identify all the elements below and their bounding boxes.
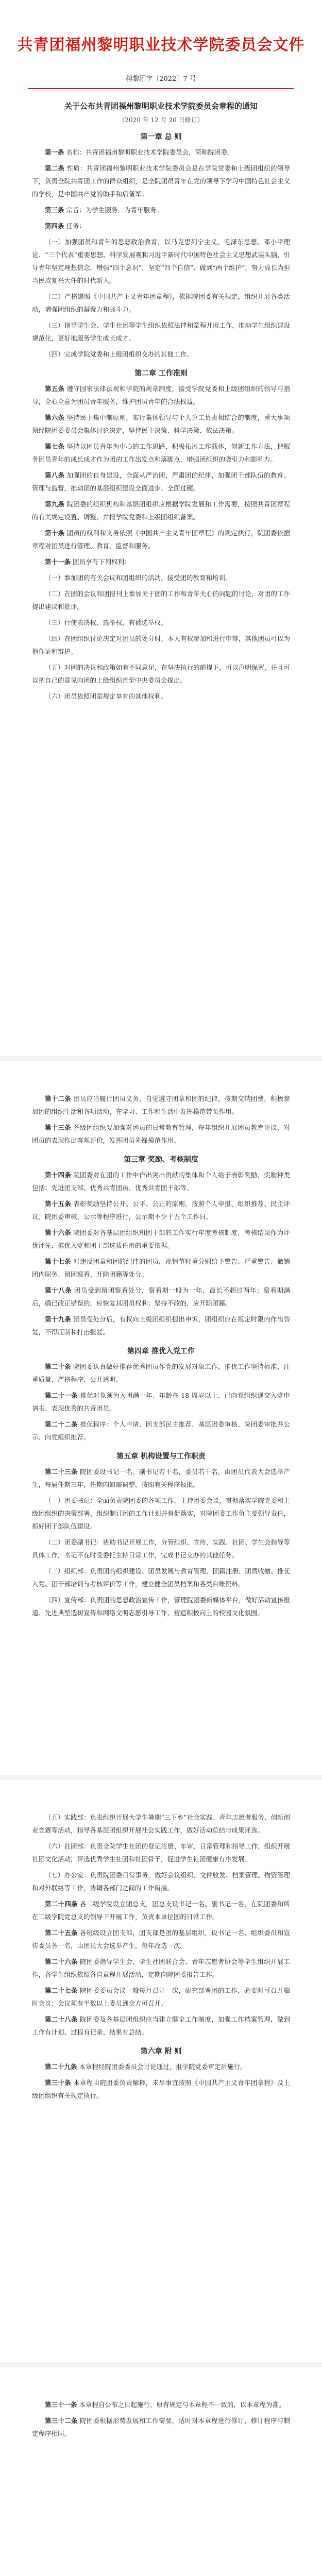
- article-text: 名称：共青团福州黎明职业技术学院委员会，简称院团委。: [64, 148, 234, 156]
- article-paragraph: [32, 632, 290, 658]
- article-number: 第二十七条: [45, 1987, 78, 1994]
- article-paragraph: [32, 1255, 290, 1281]
- article-text: 本章程由院团委负责解释，未尽事宜按照《中国共产主义青年团章程》及上级团组织有关规定执行。: [32, 2079, 290, 2099]
- article-paragraph: [32, 1494, 290, 1533]
- article-paragraph: [32, 1955, 290, 1981]
- chapter-heading: 第三章 奖励、考核制度: [124, 1156, 198, 1164]
- article-paragraph: [32, 440, 290, 466]
- article-paragraph: [32, 1811, 290, 1837]
- chapter-heading: 第五章 机构设置与工作职责: [116, 1452, 206, 1461]
- article-text: （二）在团的会议和团报刊上参加关于团的工作和青年关心的问题的讨论，对团的工作提出建议和批评。: [32, 589, 290, 611]
- document-page-4: [0, 2367, 322, 2576]
- article-paragraph: [32, 1284, 290, 1310]
- article-text: 院团委指导学生会、学生社团联合会、青年志愿者协会等学生组织开展工作，各学生组织依照各自章程开展活动，定期向院团委报告工作。: [32, 1958, 290, 1978]
- article-paragraph: [32, 1984, 290, 2010]
- article-number: 第五条: [45, 384, 65, 393]
- article-number: 第二十八条: [45, 2015, 78, 2023]
- article-paragraph: [32, 1840, 290, 1866]
- article-number: 第七条: [45, 442, 65, 450]
- article-paragraph: [32, 1465, 290, 1491]
- article-paragraph: [32, 1418, 290, 1444]
- article-paragraph: [32, 498, 290, 523]
- article-text: 团员应当履行团员义务，自觉遵守团章和团的纪律，按期交纳团费，积极参加团的组织生活和各项活动，在学习、工作和生活中发挥模范带头作用。: [32, 1095, 290, 1115]
- article-number: 第十四条: [45, 1171, 72, 1179]
- article-text: （一）团委书记：全面负责院团委的各项工作，主持团委会议，贯彻落实学院党委和上级团组织的决策部署，组织制订团的工作计划并督促落实，对院团委工作负主要领导责任，抓好团干部队伍建设。: [32, 1497, 290, 1530]
- article-paragraph: [32, 571, 290, 584]
- article-text: （三）行使表决权、选举权，有被选举权。: [45, 618, 167, 626]
- article-paragraph: [32, 527, 290, 552]
- article-paragraph: [32, 235, 290, 287]
- article-text: 坚持民主集中制原则，实行集体领导与个人分工负责相结合的制度，重大事项须经院团委委员会集体讨论决定，坚持民主决策、科学决策、依法决策。: [32, 413, 290, 434]
- chapter-heading: 第一章 总 则: [140, 132, 182, 141]
- article-text: 各级团组织要加强对团员的日常教育管理，每年组织开展团员教育评议，对团员的表现作出客观评价，发挥团员先锋模范作用。: [32, 1124, 290, 1144]
- article-number: 第二十条: [45, 1363, 72, 1370]
- article-text: （一）加强团员和青年的思想政治教育，以马克思列宁主义、毛泽东思想、邓小平理论、“三个代表”重要思想、科学发展观和习近平新时代中国特色社会主义思想武装头脑，引导青年坚定理想信念，增强“四个意识”、坚定“四个自信”、做到“两个维护”，努力成长为担当民族复兴大任的时代新人。: [32, 238, 290, 284]
- article-paragraph: [32, 1565, 290, 1590]
- article-text: （三）组织部：负责团的组织建设、团员发展与教育管理、团籍注册、团费收缴、推优入党、团干部培训与考核评价等工作，建立健全团员档案和各类台账资料。: [32, 1567, 290, 1588]
- article-number: 第二十三条: [45, 1468, 78, 1476]
- article-number: 第六条: [45, 413, 65, 421]
- article-text: 本章程自公布之日起施行，原有规定与本章程不一致的，以本章程为准。: [77, 2401, 285, 2409]
- article-text: （四）在团组织讨论决定对团员的处分时，本人有权参加和进行申辩，其他团员可以为他作证和辩护。: [32, 634, 290, 655]
- article-number: 第四条: [45, 222, 64, 230]
- article-paragraph: [32, 1313, 290, 1338]
- article-text: （五）对团的决议和政策如有不同意见，在坚决执行的前提下，可以声明保留，并且可以把自己的意见向团的上级组织直至中央委员会提出。: [32, 663, 290, 684]
- article-text: 加强团的自身建设，全面从严治团，严肃团的纪律，加强团干部队伍的教育、管理与监督，推动团的基层组织建设全面进步、全面过硬。: [32, 471, 290, 492]
- revision-date: （2020 年 12 月 20 日修订）: [118, 116, 204, 124]
- article-text: 院团委设书记一名、副书记若干名，委员若干名，由团员代表大会选举产生，每届任期三年，任期内如需调整，按照有关程序报批。: [32, 1468, 290, 1488]
- article-text: 推优对象须为入团满一年、年龄在 18 周岁以上、已向党组织递交入党申请书、表现优秀的共青团员。: [32, 1392, 290, 1412]
- article-number: 第十七条: [45, 1258, 72, 1265]
- article-text: 院团委委员会议一般每月召开一次，研究部署团的工作，必要时可召开临时会议；会议须有半数以上委员到会方可召开。: [32, 1987, 290, 2007]
- article-text: 推优程序：个人申请、团支部民主推荐、基层团委审核、院团委审批并公示、向党组织推荐。: [32, 1420, 290, 1441]
- article-text: 团员享有下列权利：: [71, 557, 131, 566]
- document-body: [0, 1780, 322, 2102]
- article-paragraph: [32, 290, 290, 316]
- article-paragraph: [32, 1092, 290, 1118]
- article-number: 第三条: [45, 206, 64, 214]
- article-paragraph: [32, 411, 290, 437]
- article-number: 第三十条: [45, 2079, 72, 2087]
- chapter-heading: 第六章 附 则: [140, 2047, 182, 2056]
- article-number: 第十八条: [45, 1286, 72, 1294]
- article-text: （六）团员依照团章规定享有的其他权利。: [45, 692, 167, 700]
- article-number: 第十条: [45, 529, 65, 537]
- article-text: 院团委认真做好推荐优秀团员作党的发展对象工作，推优工作坚持标准、注重质量、严格程序、公开透明。: [32, 1363, 290, 1383]
- article-number: 第三十二条: [45, 2417, 78, 2425]
- document-page-1: [0, 0, 322, 1056]
- article-number: 第十三条: [45, 1124, 72, 1131]
- article-paragraph: [32, 1197, 290, 1223]
- article-paragraph: [32, 661, 290, 687]
- article-number: 第三十一条: [45, 2401, 77, 2409]
- article-paragraph: [32, 1389, 290, 1415]
- document-body: [0, 2367, 322, 2440]
- article-text: 任务：: [64, 222, 86, 230]
- article-text: （四）完成学院党委和上级团组织交办的其他工作。: [45, 350, 193, 358]
- article-paragraph: [32, 1121, 290, 1147]
- article-text: （五）实践部：负责组织开展大学生暑期“三下乡”社会实践、青年志愿者服务、创新创业竞赛等活动，指导各基层团组织开展社会实践工作，做好活动总结与成果评选。: [32, 1814, 290, 1834]
- chapter-heading: 第二章 工作准则: [134, 369, 188, 378]
- article-paragraph: [32, 348, 290, 361]
- article-number: 第二十六条: [45, 1958, 78, 1965]
- article-text: 院团委根据形势发展和工作需要，适时对本章程进行修订，修订程序与制定程序相同。: [32, 2417, 290, 2437]
- article-paragraph: [32, 2076, 290, 2102]
- article-text: 团员的权利和义务依照《中国共产主义青年团章程》的规定执行，院团委依据章程对团员进行管理、教育、监督和服务。: [32, 529, 290, 550]
- article-paragraph: [32, 1897, 290, 1923]
- article-text: （四）宣传部：负责团的思想政治宣传工作，管理院团委新媒体平台，做好活动宣传报道、先进典型选树宣传和网络文明志愿引导工作，营造积极向上的校园文化氛围。: [32, 1596, 290, 1617]
- masthead: 共青团福州黎明职业技术学院委员会文件: [17, 36, 305, 54]
- article-text: 院团委的组织机构和基层团组织应根据学院发展和工作需要，按照共青团章程的有关规定设置、调整，并报学院党委和上级团组织备案。: [32, 500, 290, 521]
- article-text: （六）社团部：负责全院学生社团的登记注册、年审、日常管理和指导工作，组织开展社团文化活动，评选优秀学生社团和社团骨干，促进学生社团健康有序发展。: [32, 1842, 290, 1863]
- article-paragraph: [32, 204, 290, 216]
- article-number: 第九条: [45, 500, 65, 508]
- document-page-2: [0, 1061, 322, 1775]
- article-text: 院团委及各基层团组织应当建立健全工作制度，加强工作档案管理，做到工作有计划、过程有记录、结果有总结。: [32, 2015, 290, 2036]
- article-paragraph: [32, 1536, 290, 1562]
- article-text: 宗旨：为学生服务，为青年服务。: [64, 206, 163, 214]
- article-text: 本章程经院团委委员会讨论通过，报学院党委审定后施行。: [77, 2063, 247, 2071]
- article-number: 第八条: [45, 471, 65, 479]
- article-text: （七）办公室：负责院团委日常事务，做好会议组织、文件收发、档案管理、物资管理和对外联络等工作，协调各部门之间的工作衔接。: [32, 1871, 290, 1892]
- article-number: 第一条: [45, 148, 64, 156]
- page-title: 关于公布共青团福州黎明职业技术学院委员会章程的通知: [64, 101, 258, 111]
- article-paragraph: [32, 382, 290, 408]
- document-body: [0, 1061, 322, 1619]
- article-text: 性质：共青团福州黎明职业技术学院委员会是在学院党委和上级团组织的领导下，负责全院共青团工作的群众组织，是全院团员青年在党的领导下学习中国特色社会主义的学校，是中国共产党的助手和后备军。: [32, 164, 290, 198]
- article-number: 第二十九条: [45, 2063, 77, 2071]
- article-paragraph: [32, 555, 290, 568]
- article-number: 第十二条: [45, 1095, 72, 1103]
- article-text: 坚持以团员青年为中心的工作思路，积极拓展工作载体，创新工作方法，把服务团员青年的成长成才作为团的工作出发点和落脚点，增强团组织的吸引力和影响力。: [32, 442, 290, 463]
- article-number: 第二条: [45, 164, 65, 172]
- article-paragraph: [32, 1360, 290, 1386]
- article-paragraph: [32, 1926, 290, 1952]
- article-paragraph: [32, 1226, 290, 1252]
- article-paragraph: [32, 319, 290, 345]
- article-number: 第二十二条: [45, 1420, 78, 1428]
- article-text: （一）参加团的有关会议和团组织的活动，接受团的教育和培训。: [45, 573, 232, 582]
- article-text: （三）指导学生会、学生社团等学生组织依照法律和章程开展工作，推动学生组织建设规范化，更好地服务学生成长成才。: [32, 321, 290, 342]
- article-paragraph: [32, 146, 290, 159]
- article-paragraph: [32, 2060, 290, 2073]
- article-number: 第十九条: [45, 1315, 72, 1323]
- red-divider: [28, 88, 294, 89]
- article-paragraph: [32, 1594, 290, 1619]
- article-number: 第二十五条: [45, 1929, 78, 1937]
- doc-number: 榕黎团字〔2022〕7 号: [126, 75, 196, 83]
- article-text: 团员受到留团察看处分，察看期一般为一年，最长不超过两年；察看期满后，确已改正错误的，应恢复其团员权利；坚持不改的，应开除团籍。: [32, 1286, 290, 1307]
- article-paragraph: [32, 1869, 290, 1894]
- article-number: 第十六条: [45, 1229, 72, 1236]
- article-paragraph: [32, 162, 290, 200]
- article-paragraph: [32, 616, 290, 629]
- article-number: 第二十一条: [45, 1392, 78, 1399]
- article-paragraph: [32, 1168, 290, 1194]
- article-number: 第十一条: [45, 557, 71, 566]
- article-paragraph: [32, 2414, 290, 2440]
- article-text: 团员受处分后，有权向上级团组织提出申诉，团组织应在规定时限内作出答复，不得压制和打击报复。: [32, 1315, 290, 1336]
- article-number: 第二十四条: [45, 1900, 78, 1908]
- document-body: [0, 131, 322, 703]
- article-text: 对违反团章和团的纪律的团员，视情节轻重分别给予警告、严重警告、撤销团内职务、留团察看、开除团籍等处分。: [32, 1258, 290, 1278]
- document-page-3: [0, 1780, 322, 2362]
- article-text: （二）严格遵照《中国共产主义青年团章程》，依据院团委有关规定，组织开展各类活动，增强团组织的凝聚力和战斗力。: [32, 292, 290, 313]
- article-text: 各班级设立团支部，团支部是团的基层组织，设书记一名、组织委员和宣传委员各一名，由团员大会选举产生，每年改选一次。: [32, 1929, 290, 1950]
- article-paragraph: [32, 469, 290, 495]
- article-paragraph: [32, 2013, 290, 2039]
- article-text: 表彰奖励坚持公开、公平、公正的原则，按照个人申报、组织推荐、民主评议、院团委审核、公示等程序进行，公示期不少于五个工作日。: [32, 1200, 290, 1221]
- article-text: 院团委对各基层团组织和团干部的工作实行年度考核制度，考核结果作为评优评先、推优入党和团干部选拔任用的重要依据。: [32, 1229, 290, 1249]
- article-paragraph: [32, 587, 290, 613]
- article-paragraph: [32, 2398, 290, 2411]
- chapter-heading: 第四章 推优入党工作: [127, 1347, 195, 1355]
- article-text: （二）团委副书记：协助书记开展工作，分管组织、宣传、实践、社团、学生会指导等具体工作，书记不在时受委托主持日常工作，完成书记交办的其他任务。: [32, 1538, 290, 1559]
- article-paragraph: [32, 690, 290, 703]
- article-text: 各二级学院设立团总支，团总支设书记一名、副书记一名，在院团委和所在二级学院党总支的领导下开展工作，负责本单位团的日常工作。: [32, 1900, 290, 1921]
- article-text: 院团委对在团的工作中作出突出贡献的集体和个人给予表彰奖励，奖励种类包括：先进团支部、优秀共青团员、优秀共青团干部等。: [32, 1171, 290, 1192]
- article-paragraph: [32, 219, 290, 232]
- article-text: 遵守国家法律法规和学院的规章制度，接受学院党委和上级团组织的领导与指导，全心全意为团员青年服务，维护团员青年的合法权益。: [32, 384, 290, 405]
- article-number: 第十五条: [45, 1200, 72, 1208]
